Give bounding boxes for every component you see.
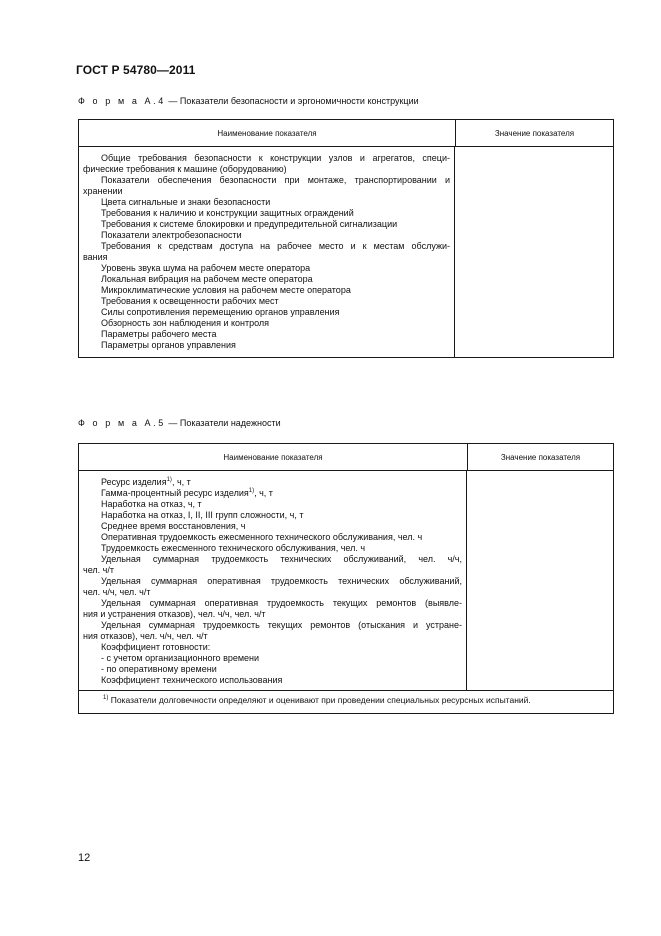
- list-item: Силы сопротивления перемещению органов управления: [101, 307, 340, 317]
- list-item: Требования к системе блокировки и предупредительной сигнализации: [101, 219, 398, 229]
- footnote-text: Показатели долговечности определяют и оценивают при проведении специальных ресурсных испытаний.: [110, 695, 531, 705]
- list-item: Требования к освещенности рабочих мест: [101, 296, 279, 306]
- list-item: Удельная суммарная трудоемкость текущих ремонтов (отыскания и устране-: [101, 620, 462, 630]
- list-item: Показатели обеспечения безопасности при монтаже, транспортировании и: [101, 175, 450, 185]
- column-header-value: Значение показателя: [500, 452, 581, 462]
- list-item: Среднее время восстановления, ч: [101, 521, 246, 531]
- table-body: [79, 471, 613, 690]
- list-item: Параметры органов управления: [101, 340, 236, 350]
- list-item: Уровень звука шума на рабочем месте оператора: [101, 263, 311, 273]
- list-item: [79, 477, 462, 488]
- list-item: Параметры рабочего места: [101, 329, 217, 339]
- column-header-name: Наименование показателя: [79, 120, 456, 146]
- column-header-name: Наименование показателя: [79, 444, 468, 470]
- list-item: Локальная вибрация на рабочем месте оператора: [101, 274, 313, 284]
- list-item: Цвета сигнальные и знаки безопасности: [101, 197, 271, 207]
- list-item: фические требования к машине (оборудованию): [83, 164, 287, 174]
- list-item: Оперативная трудоемкость ежесменного технического обслуживания, чел. ч: [101, 532, 423, 542]
- table-header: [79, 444, 613, 471]
- list-item: Требования к средствам доступа на рабочее место и к местам обслужи-: [101, 241, 450, 251]
- item-unit: , ч, т: [254, 488, 273, 498]
- item-text: Гамма-процентный ресурс изделия: [101, 488, 249, 498]
- list-item: Микроклиматические условия на рабочем месте оператора: [101, 285, 351, 295]
- form-a4-caption: [78, 96, 419, 106]
- value-cell: [455, 147, 613, 357]
- list-item: Удельная суммарная трудоемкость технических обслуживаний, чел. ч/ч,: [101, 554, 462, 564]
- list-item: ния отказов), чел. ч/ч, чел. ч/т: [83, 631, 208, 641]
- form-a5-table: [78, 443, 614, 714]
- list-item: Удельная суммарная оперативная трудоемкость технических обслуживаний,: [101, 576, 462, 586]
- list-item: - по оперативному времени: [101, 664, 217, 674]
- list-item: Коэффициент технического использования: [101, 675, 283, 685]
- indicator-list: [79, 147, 455, 357]
- form-a5-title: — Показатели надежности: [168, 418, 281, 428]
- list-item: чел. ч/т: [83, 565, 114, 575]
- table-header: [79, 120, 613, 147]
- list-item: Наработка на отказ, ч, т: [101, 499, 202, 509]
- document-title: ГОСТ Р 54780—2011: [76, 63, 196, 77]
- list-item: Требования к наличию и конструкции защитных ограждений: [101, 208, 354, 218]
- list-item: Показатели электробезопасности: [101, 230, 242, 240]
- list-item: чел. ч/ч, чел. ч/т: [83, 587, 151, 597]
- footnote-ref: 1): [166, 477, 172, 483]
- form-a4-title: — Показатели безопасности и эргономичности конструкции: [168, 96, 419, 106]
- list-item: Коэффициент готовности:: [101, 642, 211, 652]
- item-unit: , ч, т: [171, 477, 191, 487]
- form-a4-label: Ф о р м а А.4: [78, 96, 166, 106]
- list-item: Общие требования безопасности к конструкции узлов и агрегатов, специ-: [101, 153, 450, 163]
- page-number: 12: [78, 852, 91, 864]
- form-a5-label: Ф о р м а А.5: [78, 418, 166, 428]
- list-item: - с учетом организационного времени: [101, 653, 260, 663]
- list-item: Удельная суммарная оперативная трудоемкость текущих ремонтов (выявле-: [101, 598, 462, 608]
- form-a4-table: [78, 119, 614, 358]
- list-item: Обзорность зон наблюдения и контроля: [101, 318, 270, 328]
- list-item: Наработка на отказ, I, II, III групп сложности, ч, т: [101, 510, 304, 520]
- list-item: Трудоемкость ежесменного технического обслуживания, чел. ч: [101, 543, 366, 553]
- column-header-value: Значение показателя: [494, 128, 575, 138]
- value-cell: [467, 471, 613, 690]
- footnote-ref: 1): [248, 488, 255, 494]
- list-item: вания: [83, 252, 108, 262]
- footnote-mark: 1): [103, 695, 109, 701]
- list-item: ния и устранения отказов), чел. ч/ч, чел. ч/т: [83, 609, 266, 619]
- form-a5-caption: [78, 418, 281, 428]
- list-item: [79, 488, 462, 499]
- table-footnote: [79, 690, 613, 713]
- item-text: Ресурс изделия: [101, 477, 167, 487]
- indicator-list: [79, 471, 467, 690]
- table-body: [79, 147, 613, 357]
- list-item: хранении: [83, 186, 123, 196]
